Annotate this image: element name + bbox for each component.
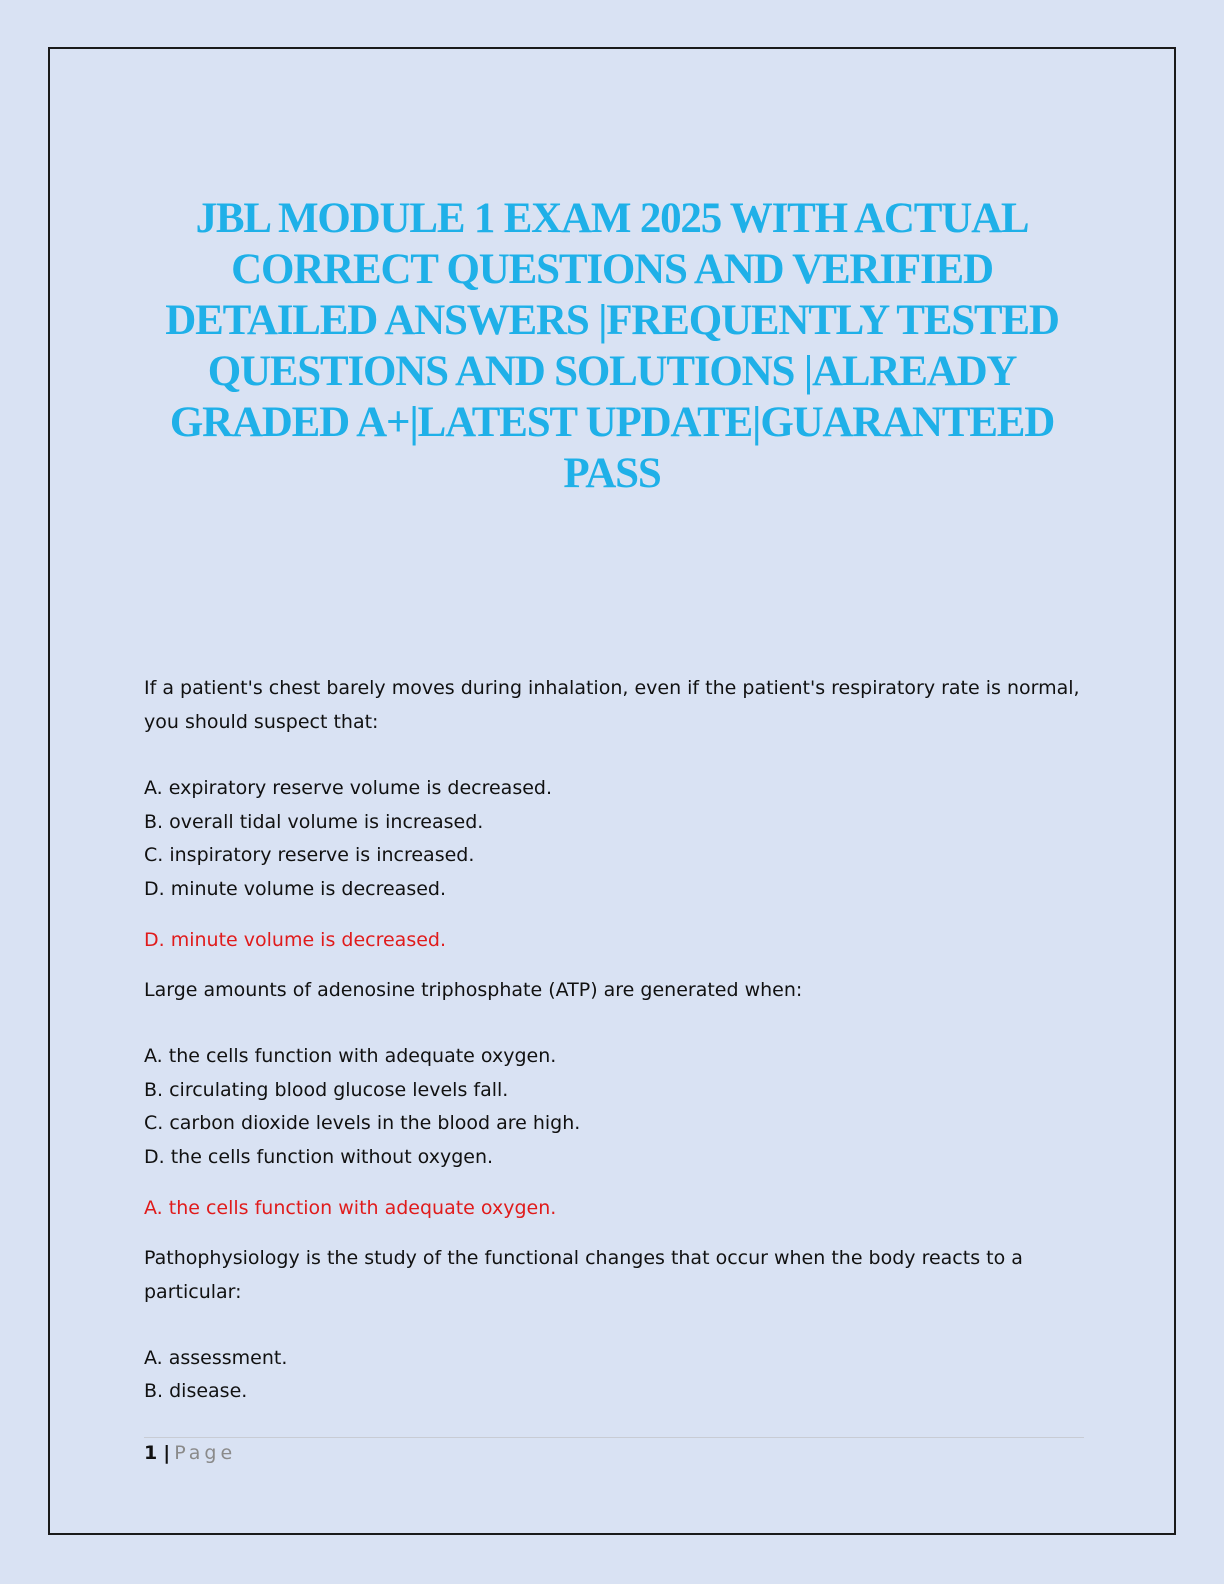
option-list [144,1342,1084,1409]
option-item: A. the cells function with adequate oxygen. [144,1044,557,1067]
page-number: 1 [144,1442,158,1464]
option-item: A. expiratory reserve volume is decreased. [144,777,553,799]
question-block [144,973,1084,1225]
question-text: Large amounts of adenosine triphosphate (ATP) are generated when: [144,978,803,1001]
option-item: D. the cells function without oxygen. [144,1145,494,1168]
option-list [144,772,1084,907]
page-label: Page [174,1442,237,1464]
option-item: B. circulating blood glucose levels fall. [144,1078,509,1101]
question-block [144,1241,1084,1409]
option-item: C. carbon dioxide levels in the blood are high. [144,1112,581,1135]
answer-text: A. the cells function with adequate oxygen. [144,1196,557,1219]
page-footer [144,1441,236,1465]
footer-separator: | [163,1442,171,1464]
question-text: If a patient's chest barely moves during inhalation, even if the patient's respiratory rate is normal, you should suspect that: [144,677,1080,733]
option-item: B. disease. [144,1380,248,1403]
answer-text: D. minute volume is decreased. [144,928,447,951]
question-text: Pathophysiology is the study of the functional changes that occur when the body reacts to a particular: [144,1246,1023,1303]
footer-divider [144,1437,1084,1438]
question-block [144,671,1084,957]
option-item: B. overall tidal volume is increased. [144,810,484,833]
option-item: C. inspiratory reserve is increased. [144,844,475,867]
option-list [144,1040,1084,1175]
document-body [144,671,1084,1409]
document-title: JBL MODULE 1 EXAM 2025 WITH ACTUAL CORRECT QUESTIONS AND VERIFIED DETAILED ANSWERS |FREQUENTLY TESTED QUESTIONS AND SOLUTIONS |ALREADY GRADED A+|LATEST UPDATE|GUARANTEED PASS [165,195,1059,497]
option-item: A. assessment. [144,1346,288,1369]
option-item: D. minute volume is decreased. [144,878,447,901]
